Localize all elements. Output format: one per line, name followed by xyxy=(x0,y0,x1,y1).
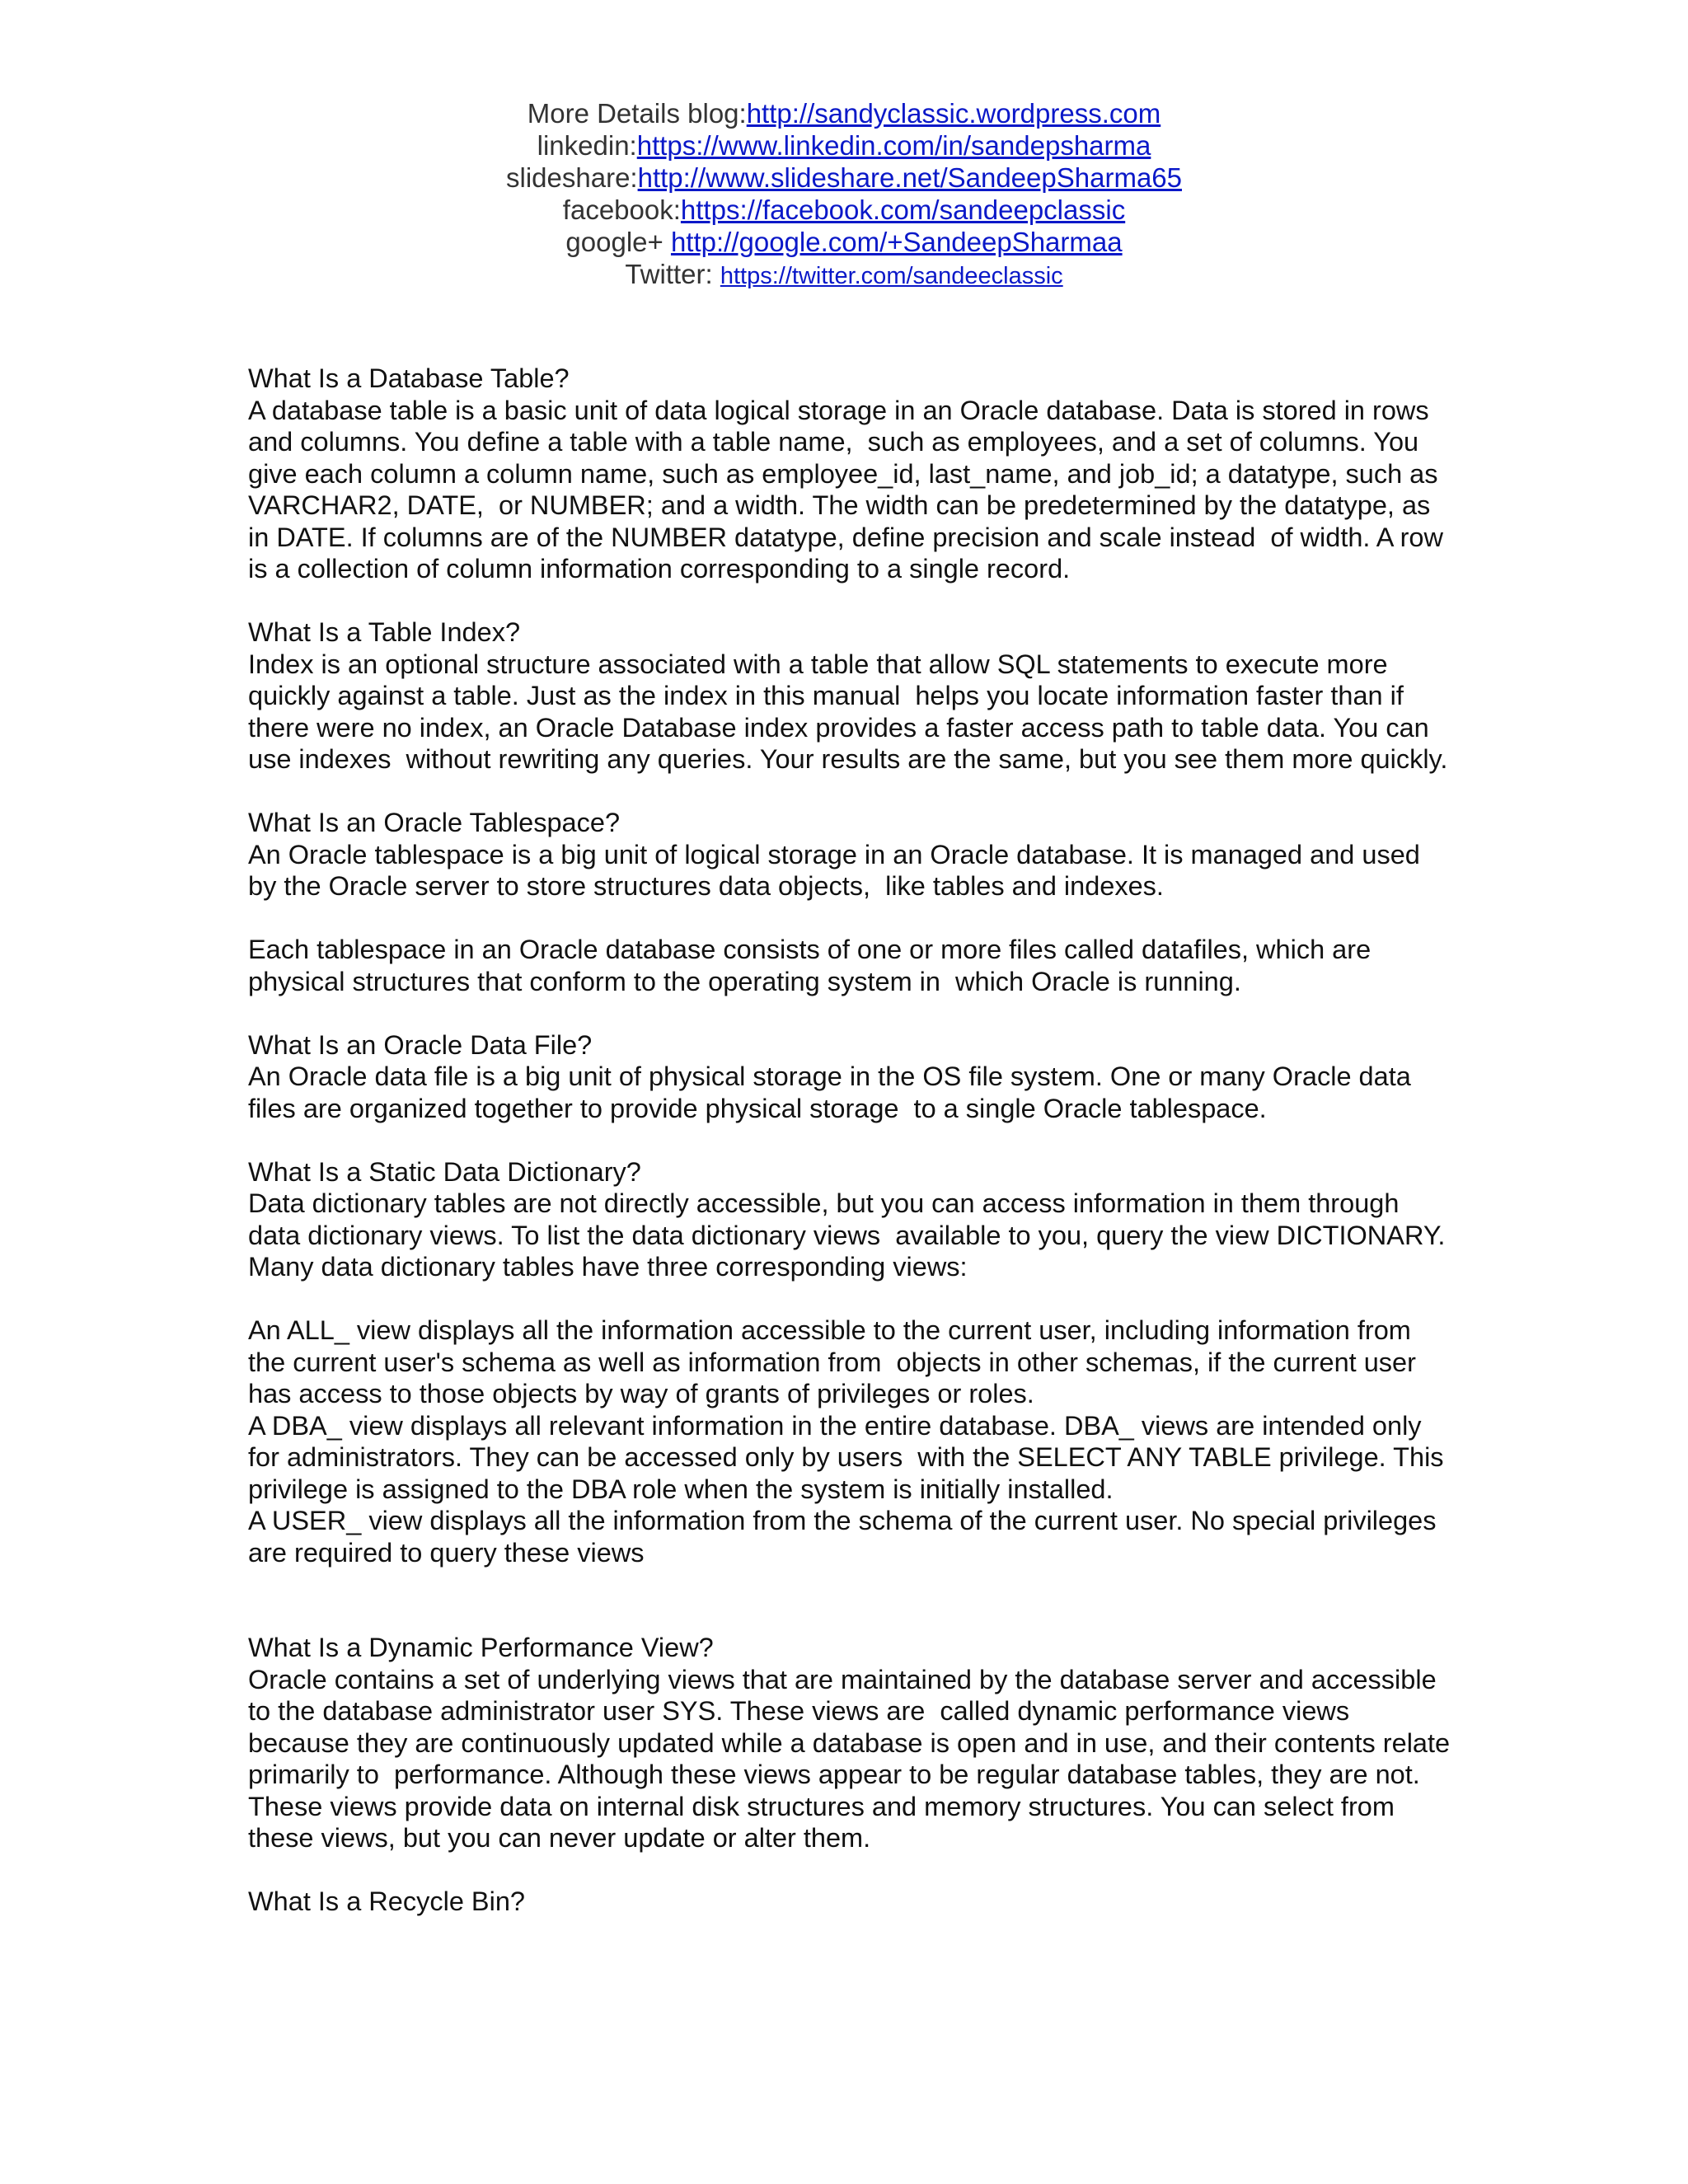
section-tablespace xyxy=(248,807,1451,902)
section-body: Index is an optional structure associated with a table that allow SQL statements to execute more quickly against a table. Just as the index in this manual helps you locate information faster than if there were no index, an Oracle Database index provides a faster access path to table data. You can use indexes without rewriting any queries. Your results are the same, but you see them more quickly. xyxy=(248,649,1448,774)
slideshare-link[interactable]: http://www.slideshare.net/SandeepSharma65 xyxy=(637,162,1182,193)
facebook-line xyxy=(0,194,1688,226)
google-label: google+ xyxy=(565,227,671,257)
twitter-line xyxy=(0,258,1688,293)
section-body: Each tablespace in an Oracle database consists of one or more files called datafiles, which are physical structures that conform to the operating system in which Oracle is running. xyxy=(248,935,1379,996)
dba-view-paragraph: A DBA_ view displays all relevant information in the entire database. DBA_ views are intended only for administrators. They can be accessed only by users with the SELECT ANY TABLE privilege. This privilege is assigned to the DBA role when the system is initially installed. xyxy=(248,1410,1451,1504)
section-tablespace-datafiles xyxy=(248,934,1451,997)
section-data-file xyxy=(248,1029,1451,1125)
section-title: What Is a Static Data Dictionary? xyxy=(248,1156,641,1187)
user-view-paragraph: A USER_ view displays all the information from the schema of the current user. No special privileges are required to query these views xyxy=(248,1506,1444,1568)
section-body: An Oracle tablespace is a big unit of logical storage in an Oracle database. It is managed and used by the Oracle server to store structures data objects, like tables and indexes. xyxy=(248,839,1428,901)
contact-header xyxy=(0,97,1688,293)
slideshare-line xyxy=(0,162,1688,194)
document-body xyxy=(248,363,1458,1949)
section-title: What Is a Recycle Bin? xyxy=(248,1886,525,1916)
slideshare-label: slideshare: xyxy=(506,162,638,193)
google-line xyxy=(0,226,1688,258)
section-recycle-bin xyxy=(248,1886,1451,1918)
section-title: What Is a Database Table? xyxy=(248,363,570,393)
section-title: What Is an Oracle Tablespace? xyxy=(248,808,621,837)
blog-line xyxy=(0,97,1688,129)
section-title: What Is a Dynamic Performance View? xyxy=(248,1633,714,1662)
facebook-link[interactable]: https://facebook.com/sandeepclassic xyxy=(680,194,1126,225)
section-title: What Is a Table Index? xyxy=(248,617,521,647)
facebook-label: facebook: xyxy=(562,194,681,225)
linkedin-label: linkedin: xyxy=(537,130,637,161)
section-body: An Oracle data file is a big unit of physical storage in the OS file system. One or many Oracle data files are organized together to provide physical storage to a single Oracle tablespace. xyxy=(248,1062,1418,1123)
linkedin-line xyxy=(0,129,1688,162)
twitter-label: Twitter: xyxy=(625,259,720,289)
section-dynamic-performance-view xyxy=(248,1632,1458,1854)
all-view-paragraph: An ALL_ view displays all the information accessible to the current user, including information from the current user's schema as well as information from objects in other schemas, if the current user has access to those objects by way of grants of privileges or roles. xyxy=(248,1315,1423,1408)
section-body: Oracle contains a set of underlying views that are maintained by the database server and accessible to the database administrator user SYS. These views are called dynamic performance views because they are continuously updated while a database is open and in use, and their contents relate primarily to performance. Although these views appear to be regular database tables, they are not. These views provide data on internal disk structures and memory structures. You can select from these views, but you can never update or alter them. xyxy=(248,1664,1458,1853)
section-dictionary-views xyxy=(248,1315,1451,1568)
blog-label: More Details blog: xyxy=(527,98,747,129)
section-table-index xyxy=(248,616,1451,776)
google-link[interactable]: http://google.com/+SandeepSharmaa xyxy=(670,227,1123,257)
twitter-link[interactable]: https://twitter.com/sandeeclassic xyxy=(720,263,1063,289)
blog-link[interactable]: http://sandyclassic.wordpress.com xyxy=(746,98,1161,129)
section-body: A database table is a basic unit of data logical storage in an Oracle database. Data is stored in rows and columns. You define a table with a table name, such as employees, and a set of columns. You give each column a column name, such as employee_id, last_name, and job_id; a datatype, such as VARCHAR2, DATE, or NUMBER; and a width. The width can be predetermined by the datatype, as in DATE. If columns are of the NUMBER datatype, define precision and scale instead of width. A row is a collection of column information corresponding to a single record. xyxy=(248,395,1451,583)
section-body: Data dictionary tables are not directly accessible, but you can access information in them through data dictionary views. To list the data dictionary views available to you, query the view DICTIONARY. Many data dictionary tables have three corresponding views: xyxy=(248,1188,1453,1282)
linkedin-link[interactable]: https://www.linkedin.com/in/sandepsharma xyxy=(636,130,1151,161)
section-database-table xyxy=(248,363,1451,585)
section-title: What Is an Oracle Data File? xyxy=(248,1029,593,1060)
section-static-data-dictionary xyxy=(248,1156,1451,1283)
